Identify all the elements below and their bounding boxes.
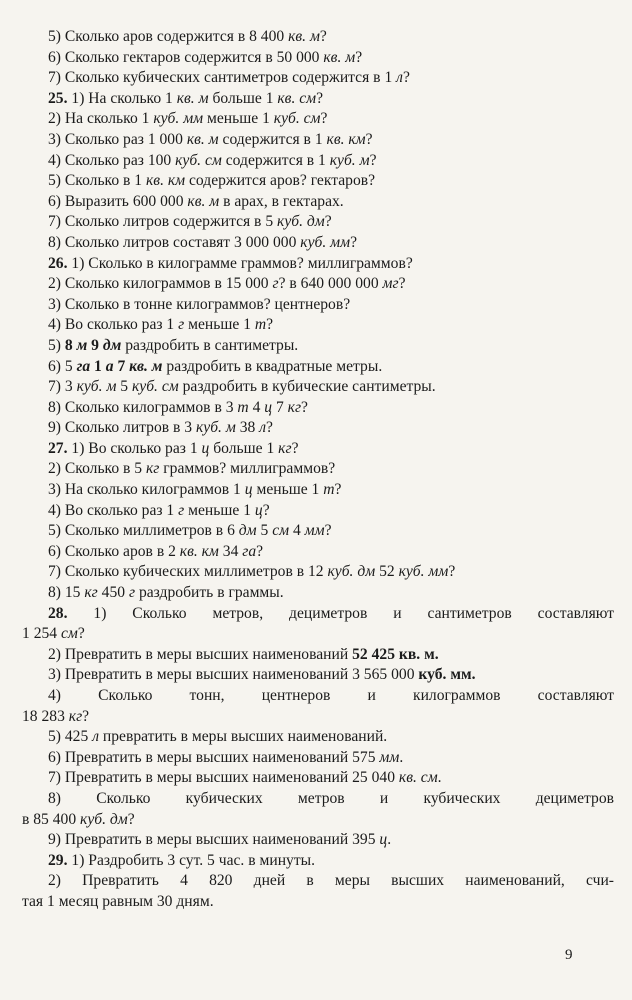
text-run: . [387, 831, 392, 849]
text-run: 8 [64, 336, 77, 354]
text-run: 3) На сколько килограммов 1 [48, 481, 245, 499]
text-run: 1) На сколько 1 [67, 89, 177, 107]
unit-label: л [259, 419, 266, 437]
text-line [0, 233, 632, 254]
text-run: 4 [289, 522, 305, 540]
text-run: раздробить в кубические сантиметры. [178, 378, 436, 396]
text-run: ? [127, 810, 135, 828]
text-run: ? [316, 89, 324, 107]
text-line [0, 542, 632, 563]
text-line [0, 480, 632, 501]
text-run: 1 [90, 357, 106, 375]
text-run: меньше 1 [184, 501, 255, 519]
unit-label: л [396, 69, 403, 87]
text-line [0, 871, 614, 892]
text-run: 2) Сколько килограммов в 15 000 [48, 275, 273, 293]
text-run: 8) Сколько кубических метров и кубических дециметров [48, 789, 614, 807]
unit-label: т [323, 481, 335, 499]
unit-label: куб. м [76, 378, 117, 396]
unit-label: дм [102, 336, 122, 354]
unit-label: кв. км [146, 172, 186, 190]
text-run: 6) Выразить 600 000 [48, 192, 188, 210]
text-run: меньше 1 [252, 481, 324, 499]
text-run: ? [320, 110, 328, 128]
text-run: 5) [48, 336, 65, 354]
text-run: 2) Сколько в 5 [48, 460, 146, 478]
unit-label: г [128, 584, 136, 602]
text-line [0, 501, 632, 522]
problem-number: 29. [48, 851, 68, 869]
text-run: 2) На сколько 1 [48, 110, 154, 128]
unit-label: кв. км [179, 542, 219, 560]
text-run: ? [324, 522, 332, 540]
text-line [0, 439, 632, 460]
text-run: ? [324, 213, 332, 231]
text-run: 34 [218, 542, 243, 560]
text-line [0, 89, 632, 110]
unit-label: кг [278, 439, 292, 457]
text-run: 5 [256, 522, 273, 540]
text-run: 1) Сколько в килограмме граммов? миллиграммов? [67, 254, 413, 272]
text-run: 8) Сколько литров составят 3 000 000 [48, 233, 301, 251]
text-line [0, 130, 632, 151]
unit-label: мм [379, 748, 400, 766]
text-run: 5) Сколько в 1 [48, 172, 146, 190]
text-line [0, 727, 632, 748]
text-run: содержится аров? гектаров? [185, 172, 376, 190]
text-run: 1 254 [22, 625, 61, 643]
text-run: 2) Превратить в меры высших наименований [48, 645, 353, 663]
text-run: ? [266, 316, 274, 334]
text-run: 1) Раздробить 3 сут. 5 час. в минуты. [67, 851, 316, 869]
text-line [0, 418, 632, 439]
text-run: содержится в 1 [218, 130, 327, 148]
text-line [0, 892, 632, 913]
text-run: 3) Превратить в меры высших наименований 3 565 000 [48, 666, 419, 684]
unit-label: см [272, 522, 290, 540]
text-line [0, 151, 632, 172]
text-line [0, 665, 632, 686]
text-run: 6) Сколько гектаров содержится в 50 000 [48, 48, 324, 66]
unit-label: га [76, 357, 91, 375]
text-run: 7) Сколько кубических миллиметров в 12 [48, 563, 328, 581]
unit-label: г [178, 501, 185, 519]
text-run: 4) Сколько раз 100 [48, 151, 176, 169]
text-line [0, 604, 614, 625]
unit-label: кв. см [398, 769, 438, 787]
text-run: ? [291, 439, 299, 457]
unit-label: га [242, 542, 257, 560]
unit-label: куб. дм [327, 563, 376, 581]
text-run: 5) 425 [48, 728, 93, 746]
text-run: ? [398, 275, 406, 293]
unit-label: г [178, 316, 185, 334]
unit-label: т [237, 398, 249, 416]
unit-label: куб. дм [277, 213, 325, 231]
text-run: 9 [87, 336, 103, 354]
text-run: больше 1 [209, 439, 279, 457]
text-run: 4) Во сколько раз 1 [48, 501, 179, 519]
unit-label: кг [287, 398, 302, 416]
text-run: 6) Превратить в меры высших наименований 575 [48, 748, 380, 766]
unit-label: ц [201, 439, 210, 457]
unit-label: см [60, 625, 78, 643]
text-run: ? [355, 48, 363, 66]
text-run: 5) Сколько миллиметров в 6 [48, 522, 239, 540]
text-run: ? [334, 481, 342, 499]
text-run: превратить в меры высших наименований. [99, 728, 388, 746]
text-run: ? [301, 398, 308, 416]
unit-label: кг [84, 584, 98, 602]
text-line [0, 748, 632, 769]
text-line [0, 377, 632, 398]
unit-label: куб. мм [300, 233, 351, 251]
problem-number: 25. [48, 89, 68, 107]
text-run: 7 [272, 398, 288, 416]
text-run: 7) Сколько кубических сантиметров содержится в 1 [48, 69, 397, 87]
text-run: 38 [235, 419, 260, 437]
unit-label: кв. м [176, 89, 209, 107]
text-line [0, 274, 632, 295]
text-line [0, 398, 632, 419]
unit-label: куб. см [273, 110, 321, 128]
text-run: меньше 1 [184, 316, 255, 334]
text-run: 2) Превратить 4 820 дней в меры высших наименований, счи- [48, 872, 614, 890]
unit-label: кв. м [323, 48, 356, 66]
text-run: 8) 15 [48, 584, 85, 602]
unit-label: ц [244, 481, 253, 499]
unit-label: кг [146, 460, 160, 478]
text-run: ? [365, 130, 373, 148]
unit-label: кв. м [288, 28, 320, 45]
unit-label: ц [264, 398, 273, 416]
text-run: ? [266, 419, 273, 437]
text-run: 6) Сколько аров в 2 [48, 542, 180, 560]
text-line [0, 357, 632, 378]
text-run: 8) Сколько килограммов в 3 [48, 398, 238, 416]
page-number: 9 [565, 947, 573, 963]
unit-label: г [272, 275, 279, 293]
text-run: 7) 3 [48, 378, 77, 396]
text-run: ? в 640 000 000 [278, 275, 383, 293]
text-run: ? [82, 707, 90, 725]
text-run: куб. мм. [418, 666, 476, 684]
text-run: 18 283 [22, 707, 69, 725]
unit-label: ц [379, 831, 388, 849]
unit-label: куб. дм [80, 810, 128, 828]
text-run: 9) Сколько литров в 3 [48, 419, 196, 437]
unit-label: куб. см [175, 151, 222, 169]
text-line [0, 521, 632, 542]
text-run: ? [350, 233, 357, 251]
unit-label: а [105, 357, 114, 375]
unit-label: куб. м [329, 151, 370, 169]
text-run: раздробить в граммы. [135, 584, 284, 602]
unit-label: м [76, 336, 88, 354]
text-line [0, 686, 614, 707]
problem-list [0, 27, 632, 913]
unit-label: куб. мм [153, 110, 204, 128]
unit-label: дм [238, 522, 257, 540]
unit-label: ц [254, 501, 263, 519]
text-run: 52 425 кв. м. [352, 645, 439, 663]
text-run: 7) Превратить в меры высших наименований 25 040 [48, 769, 399, 787]
text-run: 7 [113, 357, 130, 375]
text-run: 52 [375, 563, 399, 581]
text-run: ? [256, 542, 264, 560]
text-run: 7) Сколько литров содержится в 5 [48, 213, 278, 231]
unit-label: куб. м [195, 419, 236, 437]
problem-number: 27. [48, 439, 68, 457]
text-line [0, 212, 632, 233]
text-run: . [437, 769, 442, 787]
text-run: 3) Сколько раз 1 000 [48, 130, 187, 148]
text-line [0, 830, 632, 851]
unit-label: мм [304, 522, 325, 540]
text-line [0, 707, 632, 728]
unit-label: т [254, 316, 267, 334]
problem-number: 28. [48, 604, 68, 622]
text-run: 6) 5 [48, 357, 77, 375]
text-run: меньше 1 [203, 110, 274, 128]
text-run: раздробить в квадратные метры. [162, 357, 383, 375]
unit-label: кг [68, 707, 83, 725]
text-run: тая 1 месяц равным 30 дням. [22, 892, 214, 910]
unit-label: куб. см [132, 378, 179, 396]
unit-label: кв. м [129, 357, 163, 375]
text-line [0, 68, 632, 89]
text-line [0, 192, 632, 213]
text-run: содержится в 1 [221, 151, 330, 169]
text-run: 9) Превратить в меры высших наименований 395 [48, 831, 380, 849]
text-line [0, 851, 632, 872]
unit-label: куб. мм [398, 563, 449, 581]
text-run: 5) Сколько аров содержится в 8 400 [48, 28, 289, 45]
text-line [0, 295, 632, 316]
text-run: ? [448, 563, 456, 581]
text-line [0, 645, 632, 666]
unit-label: мг [382, 275, 399, 293]
unit-label: кв. м [186, 130, 219, 148]
text-line [0, 789, 614, 810]
unit-label: л [92, 728, 99, 746]
text-line [0, 768, 632, 789]
text-line [0, 48, 632, 69]
unit-label: кв. см [277, 89, 317, 107]
text-run: 3) Сколько в тонне килограммов? центнеров? [48, 295, 351, 313]
problem-number: 26. [48, 254, 68, 272]
text-run: ? [402, 69, 410, 87]
text-line [0, 336, 632, 357]
text-line [0, 315, 632, 336]
text-line [0, 624, 632, 645]
unit-label: кв. км [326, 130, 366, 148]
text-run: в 85 400 [22, 810, 81, 828]
text-run: 1) Во сколько раз 1 [67, 439, 202, 457]
text-run: ? [262, 501, 270, 519]
text-run: 5 [116, 378, 132, 396]
unit-label: кв. м [187, 192, 220, 210]
text-run: 4) Во сколько раз 1 [48, 316, 179, 334]
text-run: граммов? миллиграммов? [159, 460, 336, 478]
text-line [0, 109, 632, 130]
text-line [0, 171, 632, 192]
text-run: 4 [248, 398, 265, 416]
text-run: в арах, в гектарах. [219, 192, 344, 210]
text-line [0, 459, 632, 480]
text-line [0, 562, 632, 583]
text-line [0, 27, 632, 48]
text-run: 450 [97, 584, 129, 602]
text-run: 4) Сколько тонн, центнеров и килограммов составляют [48, 687, 614, 704]
text-line [0, 583, 632, 604]
text-run: раздробить в сантиметры. [121, 336, 299, 354]
text-run: больше 1 [208, 89, 278, 107]
text-run: ? [319, 28, 327, 45]
text-run: ? [369, 151, 377, 169]
text-line [0, 254, 632, 275]
text-line [0, 810, 632, 831]
text-run: ? [77, 625, 85, 643]
text-run: . [399, 748, 404, 766]
text-run: 1) Сколько метров, дециметров и сантиметров составляют [67, 604, 614, 622]
